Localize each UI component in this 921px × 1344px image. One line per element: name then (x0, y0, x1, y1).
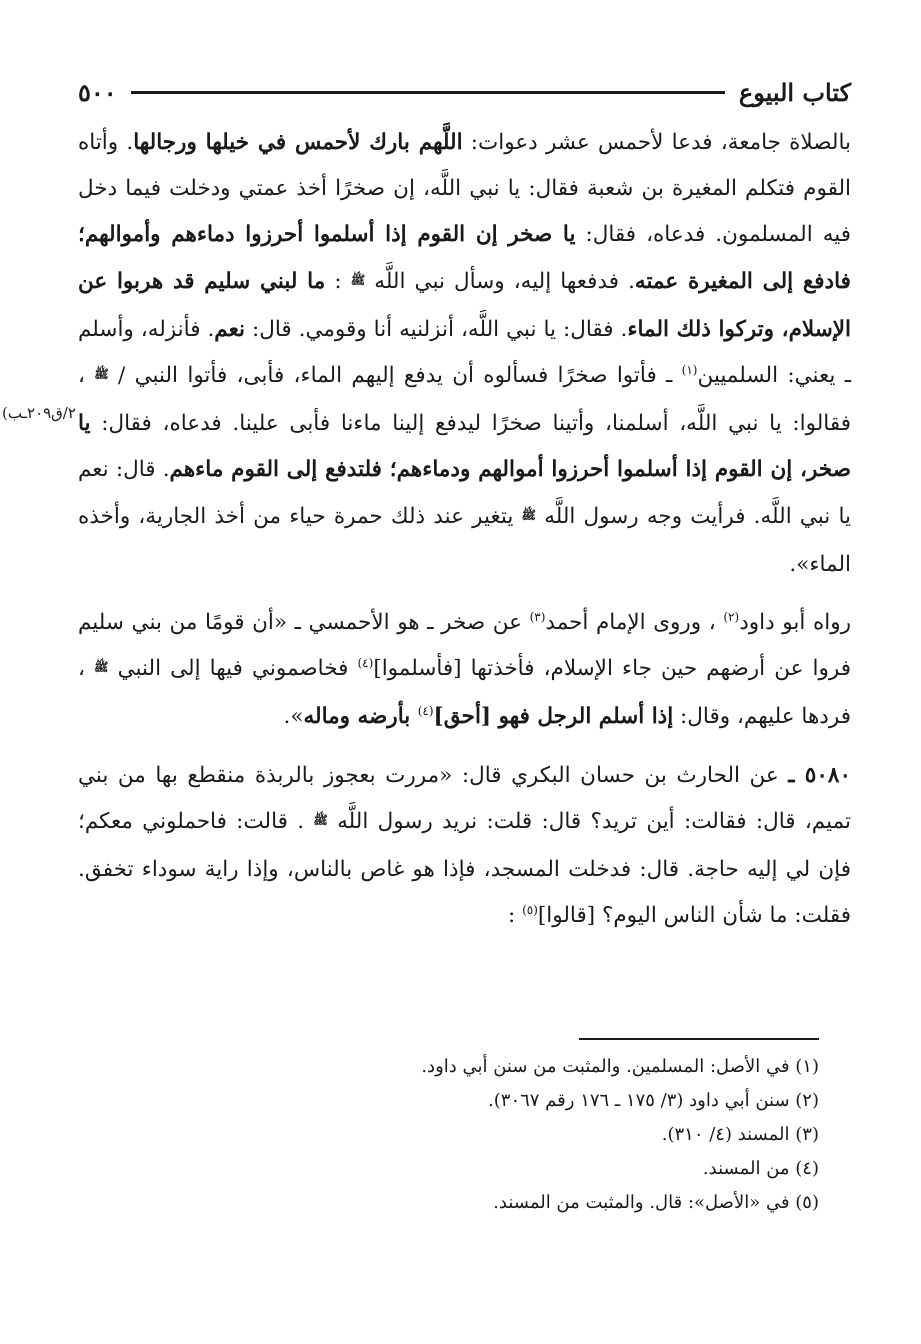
footnote-separator (579, 1038, 819, 1040)
footnote-ref-4[interactable]: (٤) (357, 656, 374, 671)
text-run: : (325, 268, 351, 294)
salutation-sign: ﷺ (521, 507, 536, 522)
footnote-3: (٣) المسند (٤/ ٣١٠). (661, 1124, 819, 1145)
book-title: كتاب البيوع (738, 77, 851, 107)
prophet-saying: ما لبني سليم قد هربوا عن الإسلام، وتركوا ذلك الماء (78, 268, 851, 342)
text-run: عن صخر ـ هو الأحمسي ـ «أن قومًا من بني سليم فروا عن أرضهم حين جاء الإسلام، فأخذتها [فأسلموا] (78, 610, 851, 682)
footnote-ref-1[interactable]: (١) (681, 362, 698, 377)
text-run: . فأنزله، وأسلم ـ يعني: السلميين (78, 316, 851, 389)
main-text (78, 120, 851, 939)
text-run: رواه أبو داود (739, 610, 851, 636)
salutation-sign: ﷺ (350, 272, 366, 287)
salutation-sign: ﷺ (94, 660, 109, 675)
text-run: . فدفعها إليه، وسأل نبي اللَّه (365, 268, 635, 294)
text-run: : (507, 903, 523, 929)
prophet-saying: اللَّهم بارك لأحمس في خيلها ورجالها (133, 130, 463, 155)
hadith-number: ٥٠٨٠ ـ (788, 762, 851, 788)
text-run: . وأتاه القوم فتكلم المغيرة بن شعبة فقال: يا نبي اللَّه، إن صخرًا أخذ عمتي ودخلت فيما دخل فيه المسلمون. فدعاه، فقال: (78, 130, 852, 248)
salutation-sign: ﷺ (313, 812, 328, 827)
text-run: ـ فأتوا صخرًا فسألوه أن يدفع إليهم الماء، فأبى، فأتوا النبي / (108, 363, 682, 389)
footnote-ref-5[interactable]: (٥) (522, 903, 538, 918)
footnotes-list (110, 1050, 819, 1220)
footnote-ref-2[interactable]: (٢) (723, 609, 740, 624)
footnote-5: (٥) في «الأصل»: قال. والمثبت من المسند. (493, 1192, 819, 1213)
paragraph-hadith-continuation (78, 120, 851, 588)
prophet-saying: نعم (214, 316, 245, 342)
text-run: ، فقالوا: يا نبي اللَّه، أسلمنا، وأتينا صخرًا ليدفع إلينا ماءنا فأبى علينا. فدعاه، فقال: (78, 363, 851, 437)
footnote-4: (٤) من المسند. (702, 1158, 819, 1179)
footnote-2: (٢) سنن أبي داود (٣/ ١٧٥ ـ ١٧٦ رقم ٣٠٦٧). (488, 1090, 819, 1111)
text-run: فخاصموني فيها إلى النبي (108, 656, 358, 682)
footnote-ref-3[interactable]: (٣) (529, 609, 546, 624)
prophet-saying: إذا أسلم الرجل فهو [أحق] (433, 704, 674, 730)
salutation-sign: ﷺ (94, 367, 109, 382)
header-rule (131, 91, 725, 94)
paragraph-takhrij (78, 600, 851, 741)
text-run: بالصلاة جامعة، فدعا لأحمس عشر دعوات: (462, 130, 851, 155)
text-run: يتغير عند ذلك حمرة حياء من أخذ الجارية، وأخذه الماء». (78, 503, 851, 577)
running-header (78, 72, 851, 112)
page-number: ٥٠٠ (78, 77, 117, 107)
manuscript-folio-marker: ٢/ق٢٠٩ـب) (2, 404, 76, 422)
prophet-saying: بأرضه وماله (303, 704, 418, 730)
text-run: . قالت: فاحملوني معكم؛ فإن لي إليه حاجة. قال: فدخلت المسجد، فإذا هو غاص بالناس، وإذا راية سوداء تخفق. فقلت: ما شأن الناس اليوم؟ [قالوا] (78, 808, 851, 929)
text-run: . فقال: يا نبي اللَّه، أنزلنيه أنا وقومي. قال: (244, 316, 628, 342)
text-run: ، فردها عليهم، وقال: (78, 656, 851, 730)
text-run: ». (283, 704, 304, 730)
text-run: . قال: نعم يا نبي اللَّه. فرأيت وجه رسول اللَّه (78, 457, 851, 529)
text-run: ، وروى الإمام أحمد (545, 610, 724, 636)
prophet-saying: يا صخر، إن القوم إذا أسلموا أحرزوا أموالهم ودماءهم؛ فلتدفع إلى القوم ماءهم (78, 411, 851, 483)
text-run: عن الحارث بن حسان البكري قال: «مررت بعجوز بالربذة منقطع بها من بني تميم، قال: فقالت: أين تريد؟ قال: قلت: نريد رسول اللَّه (78, 762, 852, 834)
footnote-1: (١) في الأصل: المسلمين. والمثبت من سنن أبي داود. (421, 1056, 819, 1077)
paragraph-hadith-5080 (78, 753, 851, 940)
prophet-saying: يا صخر إن القوم إذا أسلموا أحرزوا دماءهم وأموالهم؛ فادفع إلى المغيرة عمته (78, 222, 851, 294)
footnote-ref-4b[interactable]: (٤) (417, 704, 434, 719)
